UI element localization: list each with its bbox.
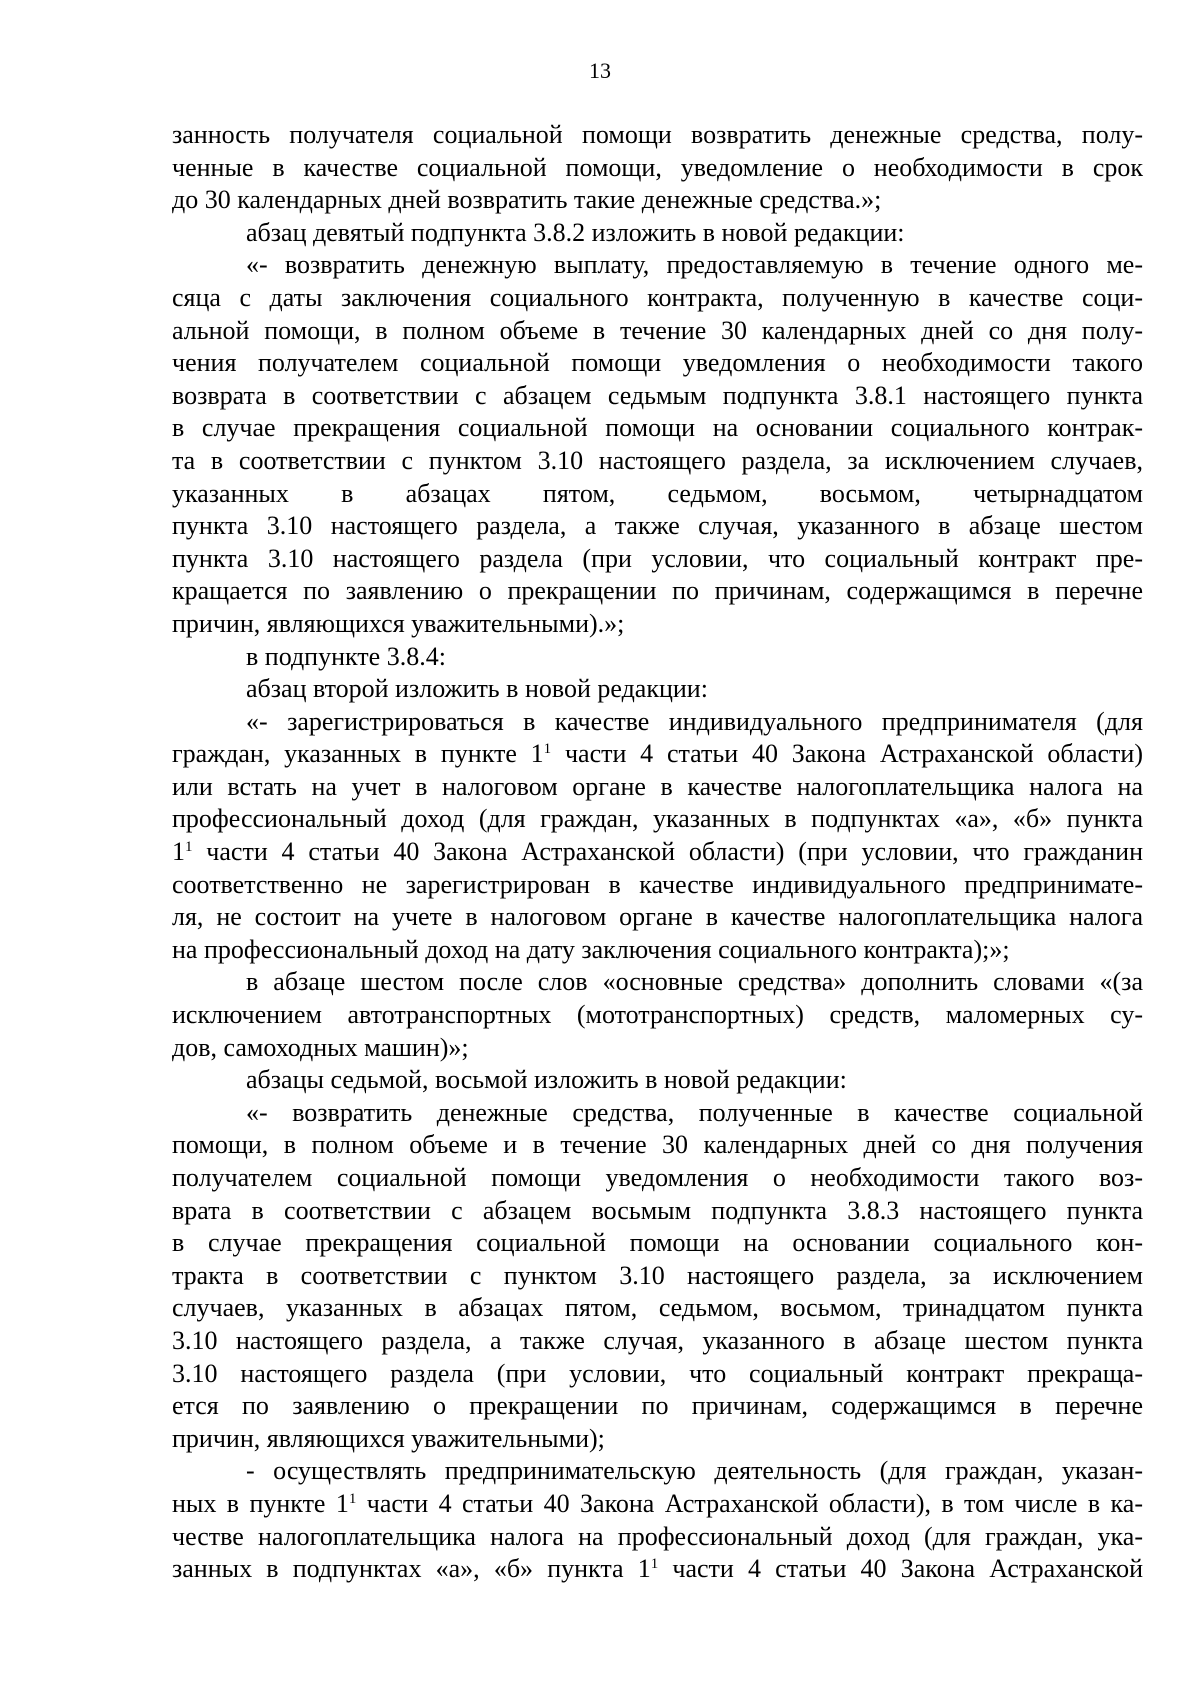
text-line: причин, являющихся уважительными).»; bbox=[172, 608, 625, 638]
text-line: причин, являющихся уважительными); bbox=[172, 1423, 605, 1453]
text-segment: части 4 статьи 40 Закона Астраханской bbox=[658, 1554, 1143, 1584]
superscript: 1 bbox=[543, 741, 552, 758]
text-line: ется по заявлению о прекращении по причинам, содержащимся в перечне bbox=[172, 1391, 1143, 1421]
text-line: соответственно не зарегистрирован в качестве индивидуального предпринимате- bbox=[172, 869, 1143, 899]
text-line: получателем социальной помощи уведомления о необходимости такого воз- bbox=[172, 1163, 1143, 1192]
text-line: или встать на учет в налоговом органе в качестве налогоплательщика налога на bbox=[172, 771, 1143, 801]
text-line: та в соответствии с пунктом 3.10 настоящего раздела, за исключением случаев, bbox=[172, 445, 1143, 475]
text-segment: занных в подпунктах «а», «б» пункта 1 bbox=[172, 1554, 651, 1584]
text-line: «- возвратить денежные средства, полученные в качестве социальной bbox=[246, 1097, 1143, 1127]
text-line: помощи, в полном объеме и в течение 30 календарных дней со дня получения bbox=[172, 1130, 1143, 1160]
text-line: указанных в абзацах пятом, седьмом, восьмом, четырнадцатом bbox=[172, 478, 1143, 508]
text-line: в абзаце шестом после слов «основные средства» дополнить словами «(за bbox=[246, 967, 1143, 997]
text-line: «- зарегистрироваться в качестве индивидуального предпринимателя (для bbox=[246, 706, 1143, 736]
page-number: 13 bbox=[589, 58, 611, 83]
document-body bbox=[172, 119, 1143, 1586]
text-line bbox=[172, 836, 1143, 869]
text-segment: части 4 статьи 40 Закона Астраханской области) (при условии, что гражданин bbox=[192, 837, 1143, 867]
text-line: случаев, указанных в абзацах пятом, седьмом, восьмом, тринадцатом пункта bbox=[172, 1293, 1143, 1323]
superscript: 1 bbox=[185, 839, 193, 856]
text-line: в подпункте 3.8.4: bbox=[246, 641, 446, 671]
text-line: абзац девятый подпункта 3.8.2 изложить в новой редакции: bbox=[246, 217, 905, 247]
text-line bbox=[172, 1488, 1143, 1521]
text-line: сяца с даты заключения социального контракта, полученную в качестве соци- bbox=[172, 282, 1143, 312]
text-line: кращается по заявлению о прекращении по причинам, содержащимся в перечне bbox=[172, 576, 1143, 606]
text-line: честве налогоплательщика налога на профессиональный доход (для граждан, ука- bbox=[172, 1521, 1143, 1551]
text-line: дов, самоходных машин)»; bbox=[172, 1032, 469, 1062]
superscript: 1 bbox=[348, 1490, 357, 1507]
text-line: 3.10 настоящего раздела, а также случая, указанного в абзаце шестом пункта bbox=[172, 1325, 1143, 1355]
text-line: в случае прекращения социальной помощи на основании социального контрак- bbox=[172, 413, 1143, 443]
text-line: - осуществлять предпринимательскую деятельность (для граждан, указан- bbox=[246, 1456, 1143, 1486]
text-segment: части 4 статьи 40 Закона Астраханской области) bbox=[551, 739, 1143, 769]
text-line: пункта 3.10 настоящего раздела, а также случая, указанного в абзаце шестом bbox=[172, 511, 1143, 541]
text-line: возврата в соответствии с абзацем седьмым подпункта 3.8.1 настоящего пункта bbox=[172, 380, 1143, 410]
text-line: до 30 календарных дней возвратить такие денежные средства.»; bbox=[172, 185, 882, 215]
text-segment: части 4 статьи 40 Закона Астраханской области), в том числе в ка- bbox=[356, 1488, 1143, 1518]
text-segment: граждан, указанных в пункте 1 bbox=[172, 739, 544, 769]
text-line: в случае прекращения социальной помощи на основании социального кон- bbox=[172, 1228, 1143, 1258]
text-line: профессиональный доход (для граждан, указанных в подпунктах «а», «б» пункта bbox=[172, 804, 1143, 834]
text-line: врата в соответствии с абзацем восьмым подпункта 3.8.3 настоящего пункта bbox=[172, 1195, 1143, 1225]
text-line: альной помощи, в полном объеме в течение 30 календарных дней со дня полу- bbox=[172, 315, 1143, 345]
text-line: ченные в качестве социальной помощи, уведомление о необходимости в срок bbox=[172, 152, 1143, 182]
text-line: тракта в соответствии с пунктом 3.10 настоящего раздела, за исключением bbox=[172, 1260, 1143, 1290]
text-line: ля, не состоит на учете в налоговом органе в качестве налогоплательщика налога bbox=[172, 902, 1143, 932]
text-line: «- возвратить денежную выплату, предоставляемую в течение одного ме- bbox=[246, 250, 1143, 280]
text-line: пункта 3.10 настоящего раздела (при условии, что социальный контракт пре- bbox=[172, 543, 1143, 573]
text-line bbox=[172, 738, 1143, 771]
text-line: занность получателя социальной помощи возвратить денежные средства, полу- bbox=[172, 120, 1143, 149]
text-line: 3.10 настоящего раздела (при условии, что социальный контракт прекраща- bbox=[172, 1358, 1143, 1388]
text-line: абзацы седьмой, восьмой изложить в новой редакции: bbox=[246, 1065, 847, 1095]
superscript: 1 bbox=[650, 1556, 659, 1573]
text-line bbox=[172, 1553, 1143, 1586]
text-line: на профессиональный доход на дату заключения социального контракта);»; bbox=[172, 934, 1010, 964]
text-line: чения получателем социальной помощи уведомления о необходимости такого bbox=[172, 348, 1143, 378]
text-line: абзац второй изложить в новой редакции: bbox=[246, 674, 708, 704]
text-line: исключением автотранспортных (мототранспортных) средств, маломерных су- bbox=[172, 1000, 1143, 1030]
text-segment: ных в пункте 1 bbox=[172, 1488, 349, 1518]
text-segment: 1 bbox=[172, 837, 185, 867]
